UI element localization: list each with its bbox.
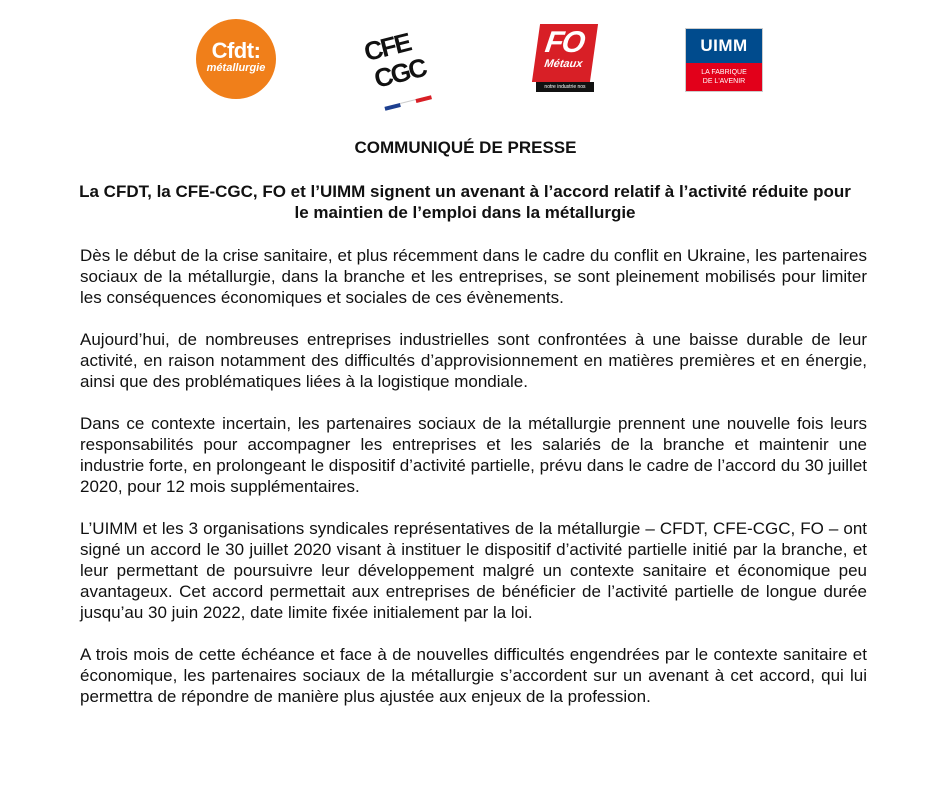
uimm-logo xyxy=(685,28,763,92)
logo-bar xyxy=(0,0,931,110)
paragraph: A trois mois de cette échéance et face à de nouvelles difficultés engendrées par le contexte sanitaire et économique, les partenaires sociaux de la métallurgie s’accordent sur un avenant à cet accord, qui lui permettra de répondre de manière plus ajustée aux enjeux de la profession. xyxy=(80,645,867,706)
paragraph: L’UIMM et les 3 organisations syndicales représentatives de la métallurgie – CFDT, CFE-CGC, FO – ont signé un accord le 30 juillet 2020 visant à instituer le dispositif d’activité partielle initié par la branche, et leur permettant de poursuivre leur développement malgré un contexte sanitaire et économique peu avantageux. Cet accord permettait aux entreprises de bénéficier de l’activité partielle de longue durée jusqu’au 30 juin 2022, date limite fixée initialement par la loi. xyxy=(80,519,867,622)
cfdt-logo-subtext: métallurgie xyxy=(206,62,266,74)
fo-logo-text: FO xyxy=(543,26,586,59)
fo-logo-band: notre industrie nos emplois ! xyxy=(536,82,594,92)
cgc-logo-text: CGC xyxy=(371,52,429,94)
document-body xyxy=(80,245,867,728)
fo-logo-subtext: Métaux xyxy=(543,58,584,70)
paragraph: Dès le début de la crise sanitaire, et plus récemment dans le cadre du conflit en Ukraine, les partenaires sociaux de la métallurgie, dans la branche et les entreprises, se sont pleinement mobilisés pour limiter les conséquences économiques et sociales de ces évènements. xyxy=(80,246,867,307)
uimm-logo-tagline xyxy=(686,63,762,91)
paragraph: Dans ce contexte incertain, les partenaires sociaux de la métallurgie prennent une nouvelle fois leurs responsabilités pour accompagner les entreprises et les salariés de la branche et maintenir une industrie forte, en prolongeant le dispositif d’activité partielle, prévu dans le cadre de l’accord du 30 juillet 2020, pour 12 mois supplémentaires. xyxy=(80,414,867,496)
page-title: COMMUNIQUÉ DE PRESSE xyxy=(354,138,577,157)
cfe-cgc-logo xyxy=(362,26,436,100)
uimm-tagline-line1: LA FABRIQUE xyxy=(701,69,747,76)
uimm-tagline-line2: DE L'AVENIR xyxy=(702,78,746,85)
fo-metaux-logo xyxy=(536,24,594,100)
uimm-logo-text: UIMM xyxy=(686,29,762,63)
paragraph: Aujourd’hui, de nombreuses entreprises industrielles sont confrontées à une baisse durable de leur activité, en raison notamment des difficultés d’approvisionnement en matières premières et en énergie, ainsi que des problématiques liées à la logistique mondiale. xyxy=(80,330,867,391)
cfe-logo-text: CFE xyxy=(360,26,413,68)
cfdt-logo xyxy=(196,19,276,99)
fo-badge xyxy=(532,24,598,82)
cfdt-logo-text: Cfdt: xyxy=(211,38,261,63)
press-release-headline: La CFDT, la CFE-CGC, FO et l’UIMM signent un avenant à l’accord relatif à l’activité réduite pour le maintien de l’emploi dans la métallurgie xyxy=(79,182,851,222)
